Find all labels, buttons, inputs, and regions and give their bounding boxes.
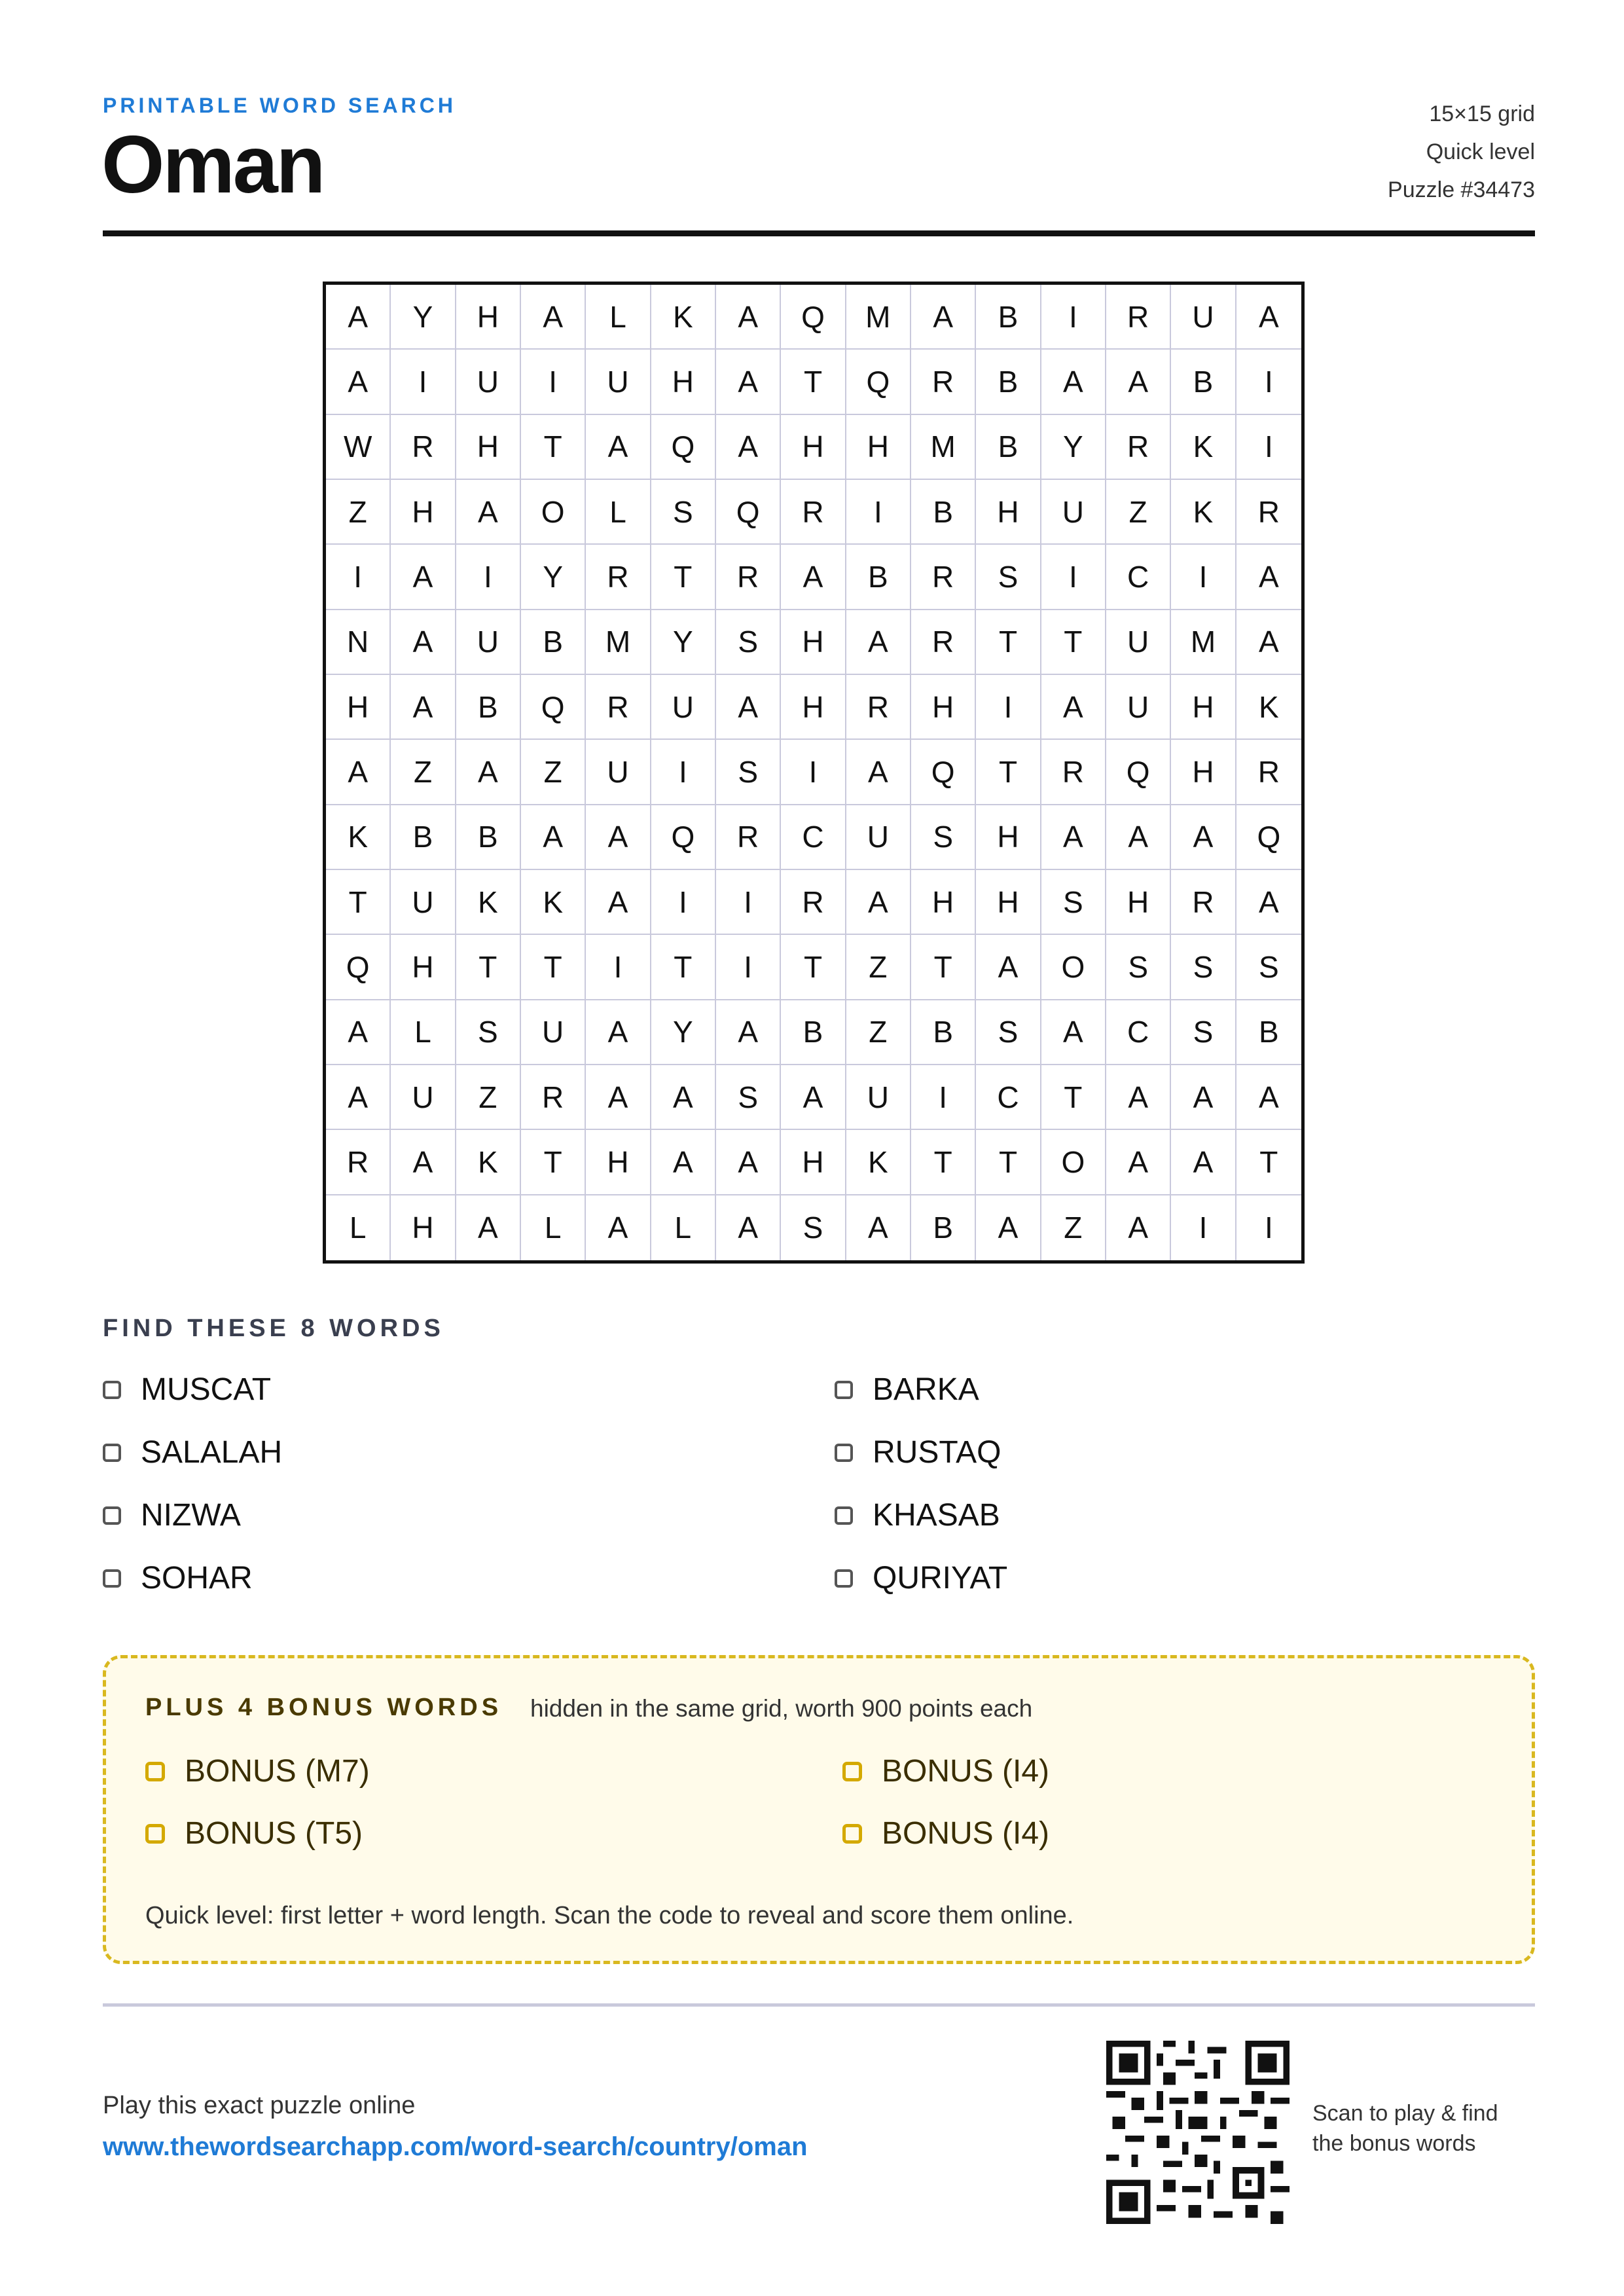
grid-cell[interactable]: T xyxy=(976,740,1041,805)
grid-cell[interactable]: O xyxy=(1041,935,1106,1000)
grid-cell[interactable]: A xyxy=(326,740,391,805)
grid-cell[interactable]: A xyxy=(326,285,391,350)
grid-cell[interactable]: A xyxy=(716,675,781,740)
bonus-label: BONUS (I4) xyxy=(882,1754,1050,1789)
grid-cell[interactable]: A xyxy=(586,1000,651,1065)
grid-cell[interactable]: C xyxy=(976,1065,1041,1130)
grid-cell[interactable]: R xyxy=(521,1065,586,1130)
grid-cell[interactable]: A xyxy=(716,1000,781,1065)
grid-cell[interactable]: S xyxy=(1041,870,1106,935)
grid-cell[interactable]: I xyxy=(391,350,456,414)
bonus-item[interactable] xyxy=(842,1753,1049,1789)
grid-cell[interactable]: K xyxy=(1171,480,1236,545)
grid-cell[interactable]: M xyxy=(846,285,911,350)
grid-cell[interactable]: A xyxy=(846,1195,911,1260)
grid-cell[interactable]: A xyxy=(586,805,651,870)
word-label: SALALAH xyxy=(141,1435,283,1470)
scan-line-1: Scan to play & find xyxy=(1312,2101,1498,2126)
grid-cell[interactable]: I xyxy=(1236,350,1301,414)
grid-cell[interactable]: W xyxy=(326,415,391,480)
grid-cell[interactable]: A xyxy=(1236,285,1301,350)
grid-cell[interactable]: Y xyxy=(651,610,716,675)
grid-cell[interactable]: A xyxy=(1041,805,1106,870)
grid-cell[interactable]: T xyxy=(326,870,391,935)
grid-cell[interactable]: A xyxy=(1106,1065,1171,1130)
checkbox-icon[interactable] xyxy=(103,1381,121,1399)
checkbox-icon[interactable] xyxy=(842,1762,862,1781)
grid-cell[interactable]: H xyxy=(391,935,456,1000)
scan-line-2: the bonus words xyxy=(1312,2131,1476,2156)
grid-cell[interactable]: H xyxy=(846,415,911,480)
grid-cell[interactable]: A xyxy=(1236,545,1301,610)
grid-cell[interactable]: R xyxy=(911,350,976,414)
grid-cell[interactable]: A xyxy=(456,1195,521,1260)
grid-cell[interactable]: M xyxy=(586,610,651,675)
grid-cell[interactable]: S xyxy=(1106,935,1171,1000)
grid-cell[interactable]: L xyxy=(521,1195,586,1260)
grid-cell[interactable]: R xyxy=(716,805,781,870)
word-label: MUSCAT xyxy=(141,1372,272,1407)
word-item[interactable] xyxy=(103,1372,271,1408)
bonus-item[interactable] xyxy=(842,1815,1049,1851)
grid-cell[interactable]: T xyxy=(781,935,846,1000)
grid-cell[interactable]: C xyxy=(1106,1000,1171,1065)
grid-cell[interactable]: T xyxy=(911,935,976,1000)
grid-cell[interactable]: Q xyxy=(651,805,716,870)
grid-cell[interactable]: Q xyxy=(651,415,716,480)
grid-cell[interactable]: U xyxy=(1106,675,1171,740)
play-online-text: Play this exact puzzle online xyxy=(103,2092,416,2119)
grid-cell[interactable]: H xyxy=(1171,675,1236,740)
grid-cell[interactable]: H xyxy=(1171,740,1236,805)
letter-grid xyxy=(323,282,1305,1264)
grid-cell[interactable]: A xyxy=(846,610,911,675)
grid-cell[interactable]: I xyxy=(1041,545,1106,610)
grid-cell[interactable]: Y xyxy=(391,285,456,350)
grid-cell[interactable]: A xyxy=(1171,1130,1236,1195)
grid-cell[interactable]: Z xyxy=(846,1000,911,1065)
grid-cell[interactable]: R xyxy=(391,415,456,480)
grid-cell[interactable]: U xyxy=(456,350,521,414)
grid-cell[interactable]: A xyxy=(456,740,521,805)
grid-cell[interactable]: A xyxy=(846,870,911,935)
grid-cell[interactable]: T xyxy=(651,935,716,1000)
grid-cell[interactable]: H xyxy=(326,675,391,740)
grid-cell[interactable]: A xyxy=(391,1130,456,1195)
grid-cell[interactable]: S xyxy=(651,480,716,545)
grid-cell[interactable]: T xyxy=(781,350,846,414)
grid-cell[interactable]: K xyxy=(521,870,586,935)
grid-cell[interactable]: B xyxy=(846,545,911,610)
grid-cell[interactable]: Q xyxy=(716,480,781,545)
grid-cell[interactable]: U xyxy=(1041,480,1106,545)
grid-cell[interactable]: R xyxy=(586,675,651,740)
grid-cell[interactable]: Z xyxy=(326,480,391,545)
grid-cell[interactable]: Z xyxy=(1106,480,1171,545)
grid-cell[interactable]: I xyxy=(716,870,781,935)
grid-cell[interactable]: A xyxy=(1171,1065,1236,1130)
checkbox-icon[interactable] xyxy=(835,1569,853,1588)
grid-cell[interactable]: I xyxy=(716,935,781,1000)
grid-cell[interactable]: Q xyxy=(1106,740,1171,805)
grid-cell[interactable]: A xyxy=(586,870,651,935)
grid-cell[interactable]: U xyxy=(456,610,521,675)
checkbox-icon[interactable] xyxy=(835,1381,853,1399)
grid-cell[interactable]: A xyxy=(586,1065,651,1130)
grid-cell[interactable]: S xyxy=(1171,1000,1236,1065)
grid-cell[interactable]: I xyxy=(1236,415,1301,480)
footer-rule xyxy=(103,2003,1535,2007)
grid-cell[interactable]: A xyxy=(391,675,456,740)
grid-cell[interactable]: H xyxy=(781,415,846,480)
grid-cell[interactable]: I xyxy=(651,740,716,805)
grid-cell[interactable]: A xyxy=(326,1000,391,1065)
grid-cell[interactable]: K xyxy=(1236,675,1301,740)
grid-cell[interactable]: U xyxy=(391,870,456,935)
grid-cell[interactable]: U xyxy=(846,1065,911,1130)
grid-cell[interactable]: K xyxy=(846,1130,911,1195)
grid-cell[interactable]: T xyxy=(651,545,716,610)
bonus-subtitle: hidden in the same grid, worth 900 points each xyxy=(530,1695,1033,1722)
grid-cell[interactable]: R xyxy=(1106,285,1171,350)
grid-cell[interactable]: I xyxy=(521,350,586,414)
word-item[interactable] xyxy=(835,1497,1000,1533)
grid-cell[interactable]: K xyxy=(326,805,391,870)
bonus-item[interactable] xyxy=(145,1753,370,1789)
grid-cell[interactable]: R xyxy=(781,480,846,545)
checkbox-icon[interactable] xyxy=(145,1762,165,1781)
grid-cell[interactable]: H xyxy=(651,350,716,414)
checkbox-icon[interactable] xyxy=(835,1506,853,1525)
grid-cell[interactable]: R xyxy=(781,870,846,935)
grid-cell[interactable]: H xyxy=(1106,870,1171,935)
find-title: FIND THESE 8 WORDS xyxy=(103,1315,444,1342)
checkbox-icon[interactable] xyxy=(145,1824,165,1844)
grid-cell[interactable]: U xyxy=(391,1065,456,1130)
grid-cell[interactable]: A xyxy=(586,1195,651,1260)
puzzle-number: Puzzle #34473 xyxy=(1388,177,1535,202)
word-item[interactable] xyxy=(835,1372,979,1408)
grid-cell[interactable]: H xyxy=(976,480,1041,545)
word-item[interactable] xyxy=(103,1497,241,1533)
grid-cell[interactable]: L xyxy=(391,1000,456,1065)
grid-cell[interactable]: Q xyxy=(521,675,586,740)
grid-cell[interactable]: R xyxy=(1171,870,1236,935)
grid-cell[interactable]: B xyxy=(1171,350,1236,414)
grid-cell[interactable]: K xyxy=(651,285,716,350)
grid-cell[interactable]: R xyxy=(1236,480,1301,545)
grid-cell[interactable]: A xyxy=(391,545,456,610)
grid-cell[interactable]: B xyxy=(521,610,586,675)
grid-cell[interactable]: T xyxy=(521,415,586,480)
puzzle-url-link[interactable]: www.thewordsearchapp.com/word-search/country/oman xyxy=(103,2132,808,2161)
grid-cell[interactable]: B xyxy=(391,805,456,870)
grid-cell[interactable]: I xyxy=(976,675,1041,740)
grid-cell[interactable]: K xyxy=(1171,415,1236,480)
grid-cell[interactable]: Q xyxy=(1236,805,1301,870)
grid-cell[interactable]: A xyxy=(846,740,911,805)
grid-cell[interactable]: T xyxy=(521,935,586,1000)
grid-cell[interactable]: A xyxy=(911,285,976,350)
word-label: KHASAB xyxy=(873,1498,1000,1533)
grid-cell[interactable]: A xyxy=(1236,610,1301,675)
grid-cell[interactable]: L xyxy=(651,1195,716,1260)
grid-cell[interactable]: S xyxy=(716,1065,781,1130)
puzzle-meta xyxy=(1388,95,1535,209)
grid-cell[interactable]: R xyxy=(1106,415,1171,480)
grid-cell[interactable]: B xyxy=(976,350,1041,414)
grid-cell[interactable]: A xyxy=(716,285,781,350)
grid-cell[interactable]: T xyxy=(521,1130,586,1195)
grid-cell[interactable]: I xyxy=(456,545,521,610)
grid-cell[interactable]: H xyxy=(911,675,976,740)
page-title: Oman xyxy=(101,120,324,210)
grid-cell[interactable]: A xyxy=(1041,675,1106,740)
word-item[interactable] xyxy=(103,1434,282,1470)
grid-cell[interactable]: T xyxy=(1236,1130,1301,1195)
grid-cell[interactable]: A xyxy=(391,610,456,675)
grid-cell[interactable]: A xyxy=(586,415,651,480)
grid-cell[interactable]: T xyxy=(911,1130,976,1195)
grid-cell[interactable]: S xyxy=(456,1000,521,1065)
grid-cell[interactable]: H xyxy=(976,805,1041,870)
grid-cell[interactable]: T xyxy=(1041,610,1106,675)
grid-cell[interactable]: C xyxy=(781,805,846,870)
grid-cell[interactable]: N xyxy=(326,610,391,675)
word-label: QURIYAT xyxy=(873,1561,1008,1595)
grid-cell[interactable]: R xyxy=(326,1130,391,1195)
grid-cell[interactable]: H xyxy=(391,1195,456,1260)
grid-cell[interactable]: S xyxy=(911,805,976,870)
grid-cell[interactable]: Y xyxy=(651,1000,716,1065)
word-item[interactable] xyxy=(835,1434,1001,1470)
grid-cell[interactable]: M xyxy=(911,415,976,480)
grid-cell[interactable]: A xyxy=(521,805,586,870)
grid-cell[interactable]: A xyxy=(1236,870,1301,935)
grid-cell[interactable]: H xyxy=(391,480,456,545)
grid-cell[interactable]: Z xyxy=(521,740,586,805)
grid-cell[interactable]: K xyxy=(456,870,521,935)
grid-cell[interactable]: A xyxy=(456,480,521,545)
grid-cell[interactable]: A xyxy=(716,1130,781,1195)
grid-cell[interactable]: M xyxy=(1171,610,1236,675)
checkbox-icon[interactable] xyxy=(103,1569,121,1588)
grid-cell[interactable]: H xyxy=(456,285,521,350)
grid-cell[interactable]: A xyxy=(1236,1065,1301,1130)
grid-cell[interactable]: R xyxy=(1236,740,1301,805)
word-label: RUSTAQ xyxy=(873,1435,1001,1470)
bonus-title: PLUS 4 BONUS WORDS xyxy=(145,1694,503,1721)
level: Quick level xyxy=(1426,139,1535,164)
grid-cell[interactable]: L xyxy=(586,480,651,545)
grid-cell[interactable]: S xyxy=(1236,935,1301,1000)
grid-cell[interactable]: R xyxy=(846,675,911,740)
bonus-label: BONUS (T5) xyxy=(185,1816,363,1851)
grid-cell[interactable]: R xyxy=(716,545,781,610)
grid-cell[interactable]: B xyxy=(456,805,521,870)
grid-cell[interactable]: A xyxy=(326,1065,391,1130)
grid-cell[interactable]: A xyxy=(326,350,391,414)
grid-cell[interactable]: S xyxy=(781,1195,846,1260)
grid-cell[interactable]: I xyxy=(781,740,846,805)
grid-cell[interactable]: H xyxy=(781,675,846,740)
bonus-box xyxy=(103,1655,1535,1964)
grid-cell[interactable]: A xyxy=(1041,1000,1106,1065)
grid-cell[interactable]: A xyxy=(976,935,1041,1000)
word-label: BARKA xyxy=(873,1372,979,1407)
checkbox-icon[interactable] xyxy=(103,1506,121,1525)
grid-cell[interactable]: B xyxy=(911,480,976,545)
grid-cell[interactable]: T xyxy=(976,610,1041,675)
grid-size: 15×15 grid xyxy=(1429,101,1535,126)
grid-cell[interactable]: R xyxy=(911,610,976,675)
bonus-item[interactable] xyxy=(145,1815,363,1851)
grid-cell[interactable]: U xyxy=(586,350,651,414)
grid-cell[interactable]: Z xyxy=(1041,1195,1106,1260)
grid-cell[interactable]: H xyxy=(976,870,1041,935)
grid-cell[interactable]: S xyxy=(1171,935,1236,1000)
grid-cell[interactable]: U xyxy=(846,805,911,870)
grid-cell[interactable]: A xyxy=(976,1195,1041,1260)
grid-cell[interactable]: O xyxy=(1041,1130,1106,1195)
grid-cell[interactable]: H xyxy=(456,415,521,480)
grid-cell[interactable]: A xyxy=(1106,350,1171,414)
grid-cell[interactable]: Y xyxy=(521,545,586,610)
grid-cell[interactable]: L xyxy=(326,1195,391,1260)
grid-cell[interactable]: A xyxy=(1041,350,1106,414)
grid-cell[interactable]: U xyxy=(521,1000,586,1065)
grid-cell[interactable]: A xyxy=(1106,1195,1171,1260)
grid-cell[interactable]: I xyxy=(1264,1211,1273,1245)
word-label: NIZWA xyxy=(141,1498,241,1533)
grid-cell[interactable]: I xyxy=(1041,285,1106,350)
grid-cell[interactable]: T xyxy=(976,1130,1041,1195)
grid-cell[interactable]: B xyxy=(976,415,1041,480)
grid-cell[interactable]: B xyxy=(456,675,521,740)
grid-cell[interactable]: I xyxy=(326,545,391,610)
grid-cell[interactable]: Z xyxy=(456,1065,521,1130)
grid-cell[interactable]: B xyxy=(976,285,1041,350)
grid-cell[interactable]: S xyxy=(716,610,781,675)
grid-cell[interactable]: A xyxy=(651,1130,716,1195)
grid-cell[interactable]: B xyxy=(911,1000,976,1065)
kicker: PRINTABLE WORD SEARCH xyxy=(103,94,456,117)
grid-cell[interactable]: A xyxy=(781,1065,846,1130)
bonus-label: BONUS (M7) xyxy=(185,1754,370,1789)
grid-cell[interactable]: Y xyxy=(1041,415,1106,480)
grid-cell[interactable]: T xyxy=(1041,1065,1106,1130)
grid-cell[interactable]: Q xyxy=(911,740,976,805)
grid-cell[interactable]: R xyxy=(586,545,651,610)
grid-cell[interactable]: I xyxy=(586,935,651,1000)
grid-cell[interactable]: O xyxy=(521,480,586,545)
grid-cell[interactable]: A xyxy=(521,285,586,350)
grid-cell[interactable]: R xyxy=(911,545,976,610)
grid-cell[interactable]: H xyxy=(911,870,976,935)
grid-cell[interactable]: Q xyxy=(781,285,846,350)
grid-cell[interactable]: S xyxy=(716,740,781,805)
grid-cell[interactable]: I xyxy=(1171,1195,1236,1260)
grid-cell[interactable]: C xyxy=(1106,545,1171,610)
grid-cell[interactable]: Z xyxy=(391,740,456,805)
grid-cell[interactable]: B xyxy=(781,1000,846,1065)
grid-cell[interactable]: H xyxy=(781,610,846,675)
grid-cell[interactable]: U xyxy=(1171,285,1236,350)
grid-cell[interactable]: I xyxy=(911,1065,976,1130)
checkbox-icon[interactable] xyxy=(842,1824,862,1844)
grid-cell[interactable]: A xyxy=(716,1195,781,1260)
grid-cell[interactable]: B xyxy=(1236,1000,1301,1065)
grid-cell[interactable]: T xyxy=(456,935,521,1000)
grid-cell[interactable]: K xyxy=(456,1130,521,1195)
word-item[interactable] xyxy=(103,1560,253,1596)
grid-cell[interactable]: I xyxy=(1171,545,1236,610)
grid-cell[interactable]: Z xyxy=(846,935,911,1000)
bonus-label: BONUS (I4) xyxy=(882,1816,1050,1851)
scan-caption xyxy=(1312,2098,1498,2159)
grid-cell[interactable]: Q xyxy=(846,350,911,414)
grid-cell[interactable]: R xyxy=(1041,740,1106,805)
grid-cell[interactable]: A xyxy=(716,415,781,480)
grid-cell[interactable]: I xyxy=(651,870,716,935)
grid-cell[interactable]: A xyxy=(716,350,781,414)
word-label: SOHAR xyxy=(141,1561,253,1595)
word-item[interactable] xyxy=(835,1560,1007,1596)
qr-code-icon[interactable] xyxy=(1106,2041,1290,2224)
grid-cell[interactable]: B xyxy=(911,1195,976,1260)
grid-cell[interactable]: U xyxy=(1106,610,1171,675)
grid-cell[interactable]: A xyxy=(1106,1130,1171,1195)
bonus-note: Quick level: first letter + word length. Scan the code to reveal and score them online. xyxy=(145,1902,1074,1929)
grid-cell[interactable]: Q xyxy=(326,935,391,1000)
grid-cell[interactable]: H xyxy=(781,1130,846,1195)
grid-cell[interactable]: A xyxy=(1106,805,1171,870)
grid-cell[interactable]: A xyxy=(1171,805,1236,870)
grid-cell[interactable]: S xyxy=(976,545,1041,610)
checkbox-icon[interactable] xyxy=(835,1444,853,1462)
checkbox-icon[interactable] xyxy=(103,1444,121,1462)
grid-cell[interactable]: A xyxy=(781,545,846,610)
grid-cell[interactable]: I xyxy=(846,480,911,545)
grid-cell[interactable]: U xyxy=(586,740,651,805)
grid-cell[interactable]: S xyxy=(976,1000,1041,1065)
grid-cell[interactable]: L xyxy=(586,285,651,350)
grid-cell[interactable]: A xyxy=(651,1065,716,1130)
header-rule xyxy=(103,230,1535,236)
grid-cell[interactable]: U xyxy=(651,675,716,740)
grid-cell[interactable]: H xyxy=(586,1130,651,1195)
